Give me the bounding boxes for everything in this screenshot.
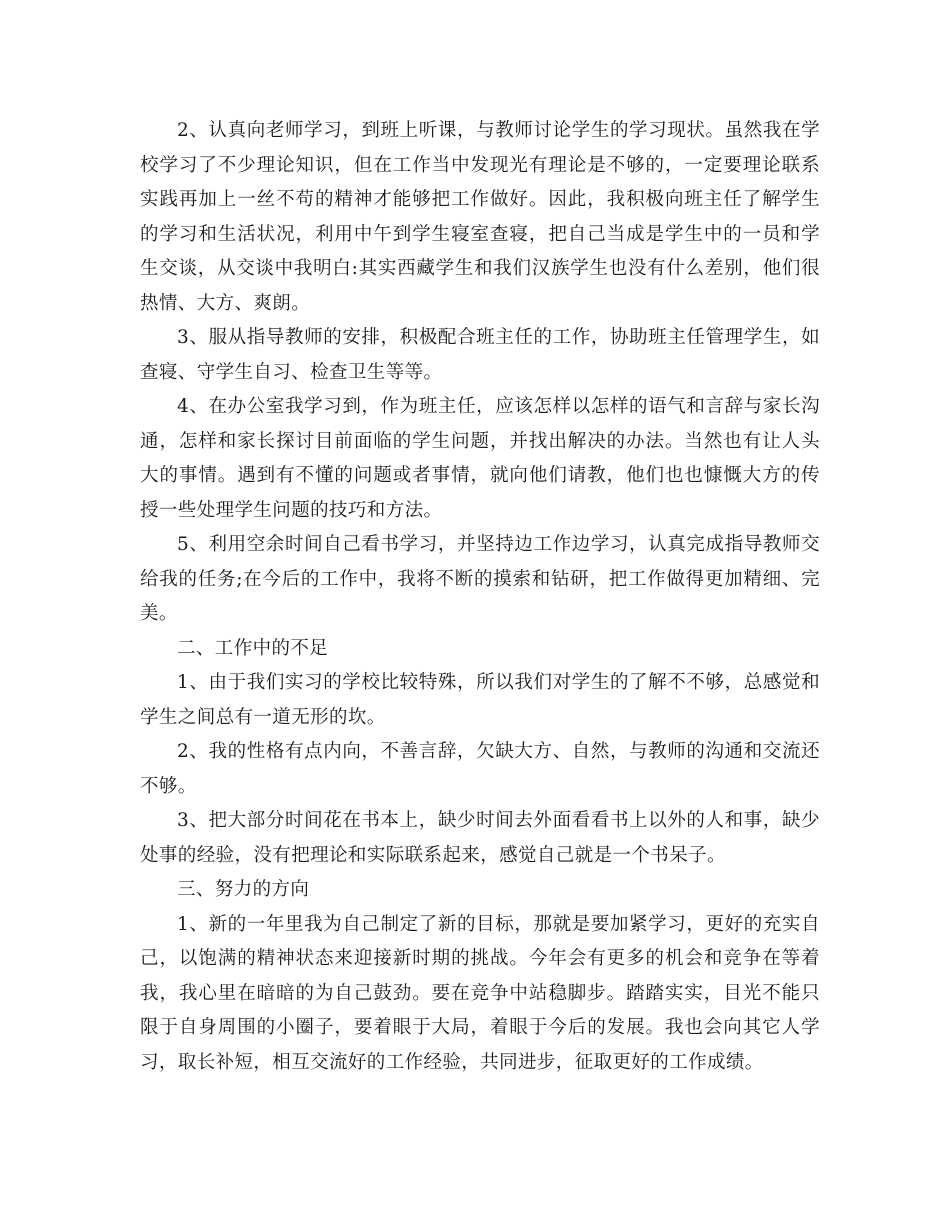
paragraph-shortcoming-1: 1、由于我们实习的学校比较特殊，所以我们对学生的了解不不够，总感觉和学生之间总有一道无形的坎。 xyxy=(140,672,820,728)
paragraph-shortcoming-3: 3、把大部分时间花在书本上，缺少时间去外面看看书上以外的人和事，缺少处事的经验，没有把理论和实际联系起来，感觉自己就是一个书呆子。 xyxy=(140,810,820,866)
paragraph-point-5-self-study: 5、利用空余时间自己看书学习，并坚持边工作边学习，认真完成指导教师交给我的任务;在今后的工作中，我将不断的摸索和钻研，把工作做得更加精细、完美。 xyxy=(140,534,820,624)
paragraph-point-4-office: 4、在办公室我学习到，作为班主任，应该怎样以怎样的语气和言辞与家长沟通，怎样和家长探讨目前面临的学生问题，并找出解决的办法。当然也有让人头大的事情。遇到有不懂的问题或者事情，就向他们请教，他们也也慷慨大方的传授一些处理学生问题的技巧和方法。 xyxy=(140,396,820,521)
paragraph-shortcoming-2: 2、我的性格有点内向，不善言辞，欠缺大方、自然，与教师的沟通和交流还不够。 xyxy=(140,741,820,797)
section-heading-direction: 三、努力的方向 xyxy=(177,879,310,900)
paragraph-point-3-obey: 3、服从指导教师的安排，积极配合班主任的工作，协助班主任管理学生，如查寝、守学生自习、检查卫生等等。 xyxy=(140,327,820,383)
document-body xyxy=(140,114,820,1080)
paragraph-point-2-learning: 2、认真向老师学习，到班上听课，与教师讨论学生的学习现状。虽然我在学校学习了不少理论知识，但在工作当中发现光有理论是不够的，一定要理论联系实践再加上一丝不苟的精神才能够把工作做好。因此，我积极向班主任了解学生的学习和生活状况，利用中午到学生寝室查寝，把自己当成是学生中的一员和学生交谈，从交谈中我明白:其实西藏学生和我们汉族学生也没有什么差别，他们很热情、大方、爽朗。 xyxy=(140,120,820,314)
section-heading-shortcomings: 二、工作中的不足 xyxy=(177,637,329,659)
paragraph-direction-1: 1、新的一年里我为自己制定了新的目标，那就是要加紧学习，更好的充实自己，以饱满的精神状态来迎接新时期的挑战。今年会有更多的机会和竞争在等着我，我心里在暗暗的为自己鼓劲。要在竞争中站稳脚步。踏踏实实，目光不能只限于自身周围的小圈子，要着眼于大局，着眼于今后的发展。我也会向其它人学习，取长补短，相互交流好的工作经验，共同进步，征取更好的工作成绩。 xyxy=(140,913,820,1073)
